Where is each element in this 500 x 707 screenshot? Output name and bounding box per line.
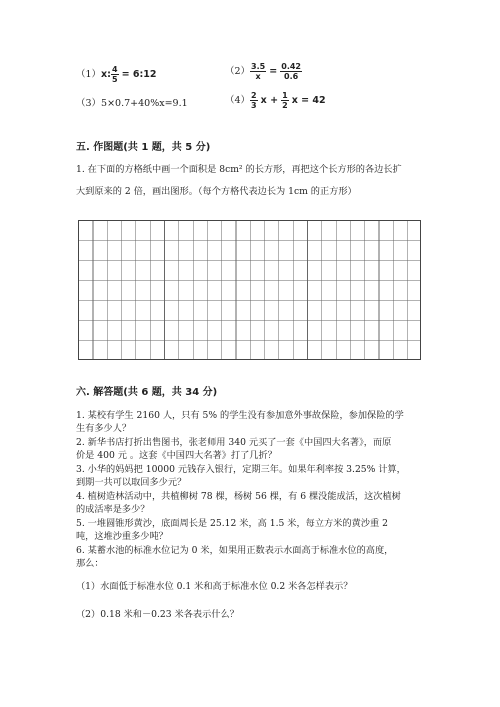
problem-4-line-1: 4. 植树造林活动中，共植柳树 78 棵，杨树 56 棵，有 6 棵没能成活，这次植树 xyxy=(76,491,401,502)
problem-2-line-2: 价是 400 元 。这套《中国四大名著》打了几折？ xyxy=(76,449,277,461)
section-5-question-line-1: 1. 在下面的方格纸中画一个面积是 8cm² 的长方形，再把这个长方形的各边长扩 xyxy=(76,164,402,175)
equation-4 xyxy=(225,91,326,110)
equation-label: （1） xyxy=(76,69,102,80)
equation-text: x + xyxy=(260,95,279,106)
fraction-top: 1 xyxy=(282,91,288,100)
section-5-question-line-2: 大到原来的 2 倍，画出图形。（每个方格代表边长为 1cm 的正方形） xyxy=(76,186,357,197)
grid-paper[interactable] xyxy=(78,220,421,360)
section-6-title: 六. 解答题(共 6 题，共 34 分) xyxy=(76,387,218,398)
problem-1-line-1: 1. 某校有学生 2160 人，只有 5% 的学生没有参加意外事故保险，参加保险的学 xyxy=(76,410,404,421)
problem-4-line-2: 的成活率是多少？ xyxy=(76,503,150,515)
problem-3-line-2: 到期一共可以取回多少元？ xyxy=(76,476,187,488)
problem-3-line-1: 3. 小华的妈妈把 10000 元钱存入银行，定期三年。如果年利率按 3.25% 计算， xyxy=(76,464,406,475)
problem-5-line-1: 5. 一堆圆锥形黄沙，底面周长是 25.12 米，高 1.5 米，每立方米的黄沙重 2 xyxy=(76,518,388,529)
fraction-bottom: x xyxy=(255,72,261,81)
fraction xyxy=(280,62,302,81)
fraction-top: 0.42 xyxy=(281,62,301,71)
problem-2-line-1: 2. 新华书店打折出售图书，张老师用 340 元买了一套《中国四大名著》，而原 xyxy=(76,437,392,448)
fraction-top: 4 xyxy=(111,65,118,74)
fraction-top: 3.5 xyxy=(251,62,266,71)
equation-label: （2） xyxy=(225,66,251,77)
fraction xyxy=(111,65,119,84)
problem-6-sub-1: （1）水面低于标准水位 0.1 米和高于标准水位 0.2 米各怎样表示？ xyxy=(76,581,353,592)
fraction-bottom: 5 xyxy=(111,75,118,84)
equation-label: （4） xyxy=(225,95,251,106)
fraction-bottom: 0.6 xyxy=(284,72,299,81)
fraction xyxy=(250,91,258,110)
fraction-top: 2 xyxy=(251,91,257,100)
problem-6-sub-2: （2）0.18 米和－0.23 米各表示什么？ xyxy=(76,609,239,620)
fraction xyxy=(250,62,266,81)
equation-3: （3）5×0.7+40%x=9.1 xyxy=(76,98,188,109)
equation-text: x: xyxy=(101,69,111,80)
problem-1-line-2: 生有多少人？ xyxy=(76,422,132,434)
equation-2 xyxy=(225,62,302,81)
fraction-bottom: 2 xyxy=(282,101,288,110)
equation-text: = 6:12 xyxy=(121,69,157,80)
fraction-bottom: 3 xyxy=(251,101,257,110)
equation-text: = xyxy=(269,66,278,77)
problem-6-line-1: 6. 某蓄水池的标准水位记为 0 米，如果用正数表示水面高于标准水位的高度， xyxy=(76,545,394,556)
fraction xyxy=(281,91,289,110)
problem-5-line-2: 吨，这堆沙重多少吨？ xyxy=(76,530,168,542)
section-5-title: 五. 作图题(共 1 题，共 5 分) xyxy=(76,142,211,153)
equation-1 xyxy=(76,65,157,84)
equation-text: x = 42 xyxy=(291,95,326,106)
problem-6-line-2: 那么： xyxy=(76,557,104,569)
